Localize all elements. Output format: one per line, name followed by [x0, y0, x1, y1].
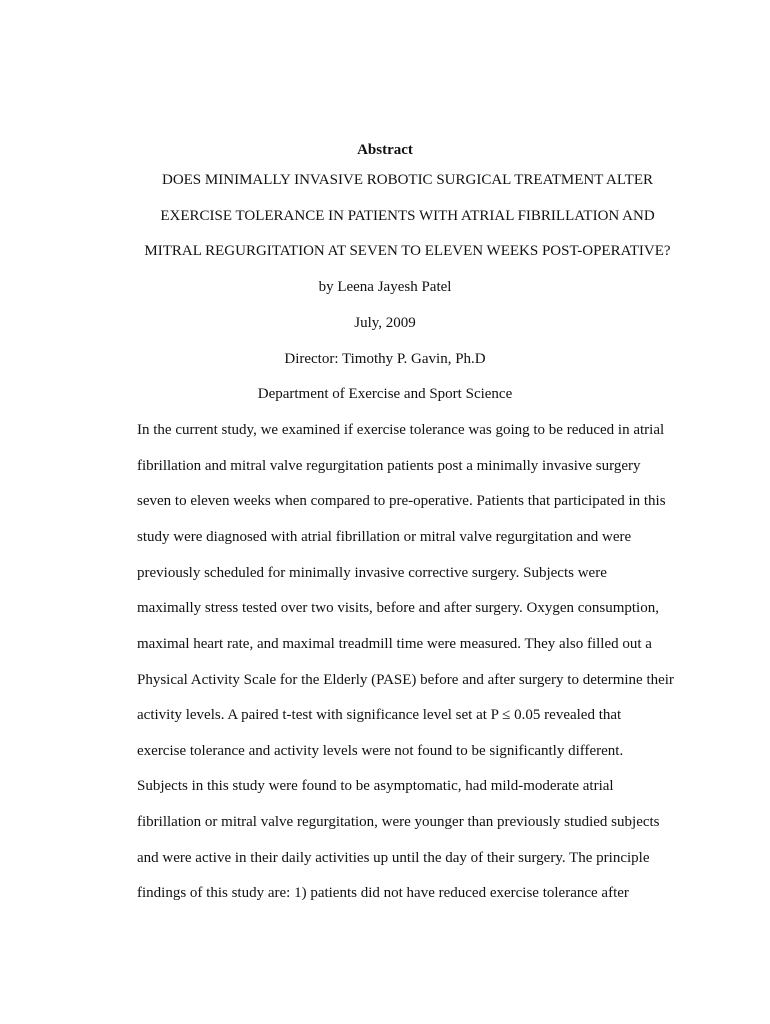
- body-text-line: Subjects in this study were found to be asymptomatic, had mild-moderate atrial: [137, 778, 614, 794]
- title-line-2: EXERCISE TOLERANCE IN PATIENTS WITH ATRIAL FIBRILLATION AND: [160, 208, 655, 224]
- body-text-line: findings of this study are: 1) patients did not have reduced exercise tolerance after: [137, 885, 629, 901]
- body-text-line: fibrillation or mitral valve regurgitation, were younger than previously studied subjects: [137, 814, 660, 830]
- director-line: Director: Timothy P. Gavin, Ph.D: [284, 351, 486, 367]
- body-text-line: Physical Activity Scale for the Elderly (PASE) before and after surgery to determine their: [137, 672, 674, 688]
- title-line-1: DOES MINIMALLY INVASIVE ROBOTIC SURGICAL TREATMENT ALTER: [161, 172, 653, 188]
- body-text-line: study were diagnosed with atrial fibrillation or mitral valve regurgitation and were: [137, 529, 632, 545]
- author-line: by Leena Jayesh Patel: [318, 279, 452, 295]
- body-text-line: and were active in their daily activities up until the day of their surgery. The principle: [137, 850, 650, 866]
- body-text-line: fibrillation and mitral valve regurgitation patients post a minimally invasive surgery: [137, 458, 641, 474]
- body-text-line: exercise tolerance and activity levels were not found to be significantly different.: [137, 743, 624, 759]
- department-line: Department of Exercise and Sport Science: [257, 386, 513, 402]
- body-text-line: In the current study, we examined if exercise tolerance was going to be reduced in atrial: [137, 422, 665, 438]
- abstract-heading: Abstract: [357, 142, 413, 158]
- date-line: July, 2009: [354, 315, 416, 331]
- body-text-line: previously scheduled for minimally invasive corrective surgery. Subjects were: [137, 565, 607, 581]
- body-text-line: maximally stress tested over two visits, before and after surgery. Oxygen consumption,: [137, 600, 659, 616]
- body-text-line: activity levels. A paired t-test with significance level set at P ≤ 0.05 revealed that: [137, 707, 622, 723]
- body-text-line: seven to eleven weeks when compared to pre-operative. Patients that participated in this: [137, 493, 666, 509]
- body-text-line: maximal heart rate, and maximal treadmill time were measured. They also filled out a: [137, 636, 652, 652]
- title-line-3: MITRAL REGURGITATION AT SEVEN TO ELEVEN WEEKS POST-OPERATIVE?: [144, 243, 671, 259]
